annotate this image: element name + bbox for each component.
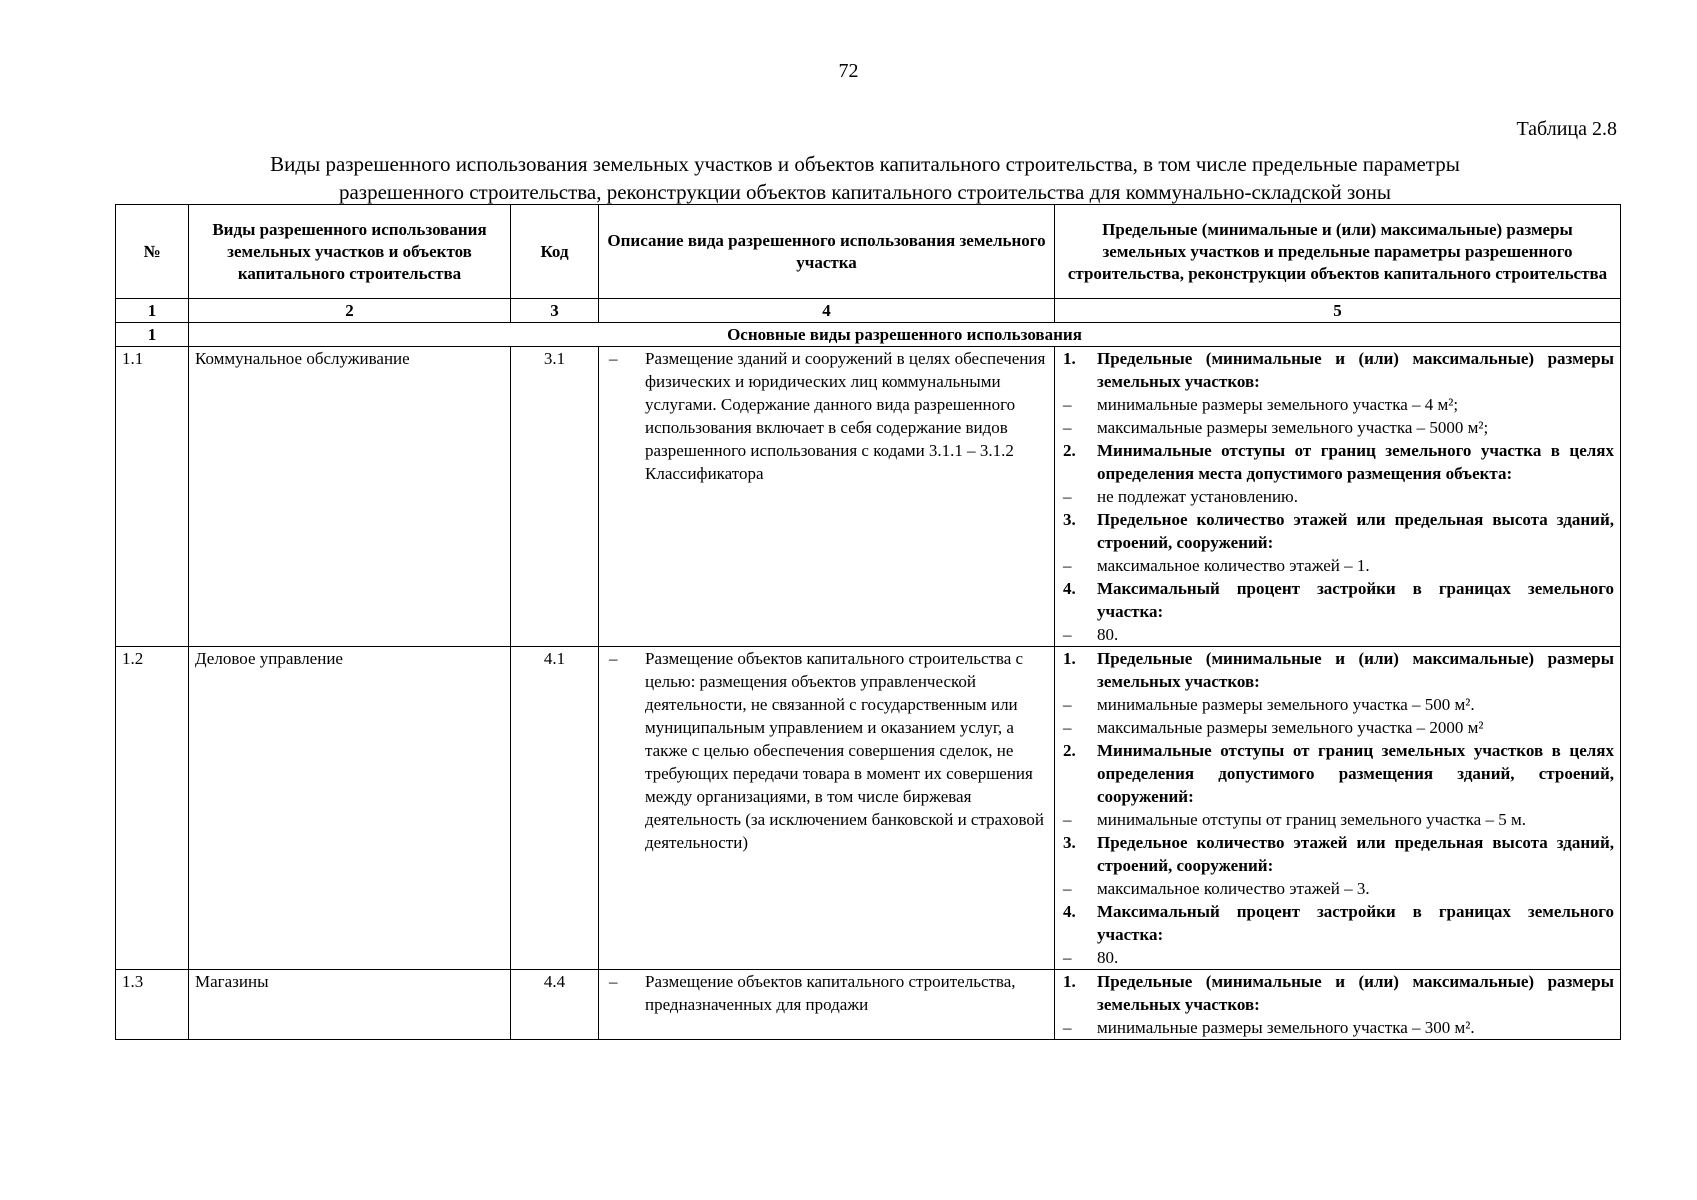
row-desc <box>599 347 1055 647</box>
col-number: 2 <box>189 299 511 323</box>
param-value <box>1061 946 1614 969</box>
param-heading <box>1061 970 1614 1016</box>
param-marker: 1. <box>1063 649 1076 668</box>
row-desc <box>599 647 1055 970</box>
param-text: минимальные размеры земельного участка – 500 м². <box>1097 695 1475 714</box>
param-marker: 3. <box>1063 510 1076 529</box>
param-marker: 1. <box>1063 972 1076 991</box>
param-marker: 2. <box>1063 741 1076 760</box>
param-heading <box>1061 831 1614 877</box>
table-row <box>116 647 1621 970</box>
params-list <box>1061 647 1614 969</box>
param-marker: – <box>1063 487 1072 506</box>
param-marker: – <box>1063 556 1072 575</box>
param-marker: 2. <box>1063 441 1076 460</box>
row-code: 4.4 <box>511 970 599 1040</box>
param-marker: – <box>1063 879 1072 898</box>
param-text: минимальные отступы от границ земельного участка – 5 м. <box>1097 810 1526 829</box>
param-text: минимальные размеры земельного участка – 300 м². <box>1097 1018 1475 1037</box>
param-heading <box>1061 347 1614 393</box>
row-params <box>1055 347 1621 647</box>
header-code: Код <box>511 205 599 299</box>
dash-marker: – <box>609 349 618 368</box>
param-heading <box>1061 647 1614 693</box>
column-number-row <box>116 299 1621 323</box>
param-value <box>1061 416 1614 439</box>
param-marker: – <box>1063 1018 1072 1037</box>
param-text: максимальные размеры земельного участка – 5000 м²; <box>1097 418 1489 437</box>
param-heading <box>1061 577 1614 623</box>
row-desc-text: Размещение объектов капитального строительства с целью: размещения объектов управленческой деятельности, не связанной с государственным или муниципальным управлением и оказанием услуг, а также с целью обеспечения совершения сделок, не требующих передачи товара в момент их совершения между организациями, в том числе биржевая деятельность (за исключением банковской и страховой деятельности) <box>645 649 1045 852</box>
param-marker: – <box>1063 625 1072 644</box>
param-marker: 1. <box>1063 349 1076 368</box>
header-desc: Описание вида разрешенного использования земельного участка <box>599 205 1055 299</box>
param-text: Предельные (минимальные и (или) максимальные) размеры земельных участков: <box>1097 349 1614 391</box>
param-value <box>1061 554 1614 577</box>
param-text: Предельные (минимальные и (или) максимальные) размеры земельных участков: <box>1097 972 1614 1014</box>
param-heading <box>1061 439 1614 485</box>
row-desc <box>599 970 1055 1040</box>
param-marker: 3. <box>1063 833 1076 852</box>
header-row <box>116 205 1621 299</box>
param-text: Максимальный процент застройки в границах земельного участка: <box>1097 579 1614 621</box>
col-number: 3 <box>511 299 599 323</box>
row-num: 1.2 <box>116 647 189 970</box>
caption-line-2: разрешенного строительства, реконструкции объектов капитального строительства для коммунально-складской зоны <box>338 180 1392 204</box>
param-marker: – <box>1063 418 1072 437</box>
row-kind: Магазины <box>189 970 511 1040</box>
params-list <box>1061 970 1614 1039</box>
table-label: Таблица 2.8 <box>1516 118 1617 140</box>
row-num: 1.1 <box>116 347 189 647</box>
param-value <box>1061 393 1614 416</box>
param-text: 80. <box>1097 625 1119 644</box>
param-text: Минимальные отступы от границ земельных участков в целях определения допустимого размещения зданий, строений, сооружений: <box>1097 741 1614 806</box>
param-text: минимальные размеры земельного участка – 4 м²; <box>1097 395 1459 414</box>
col-number: 4 <box>599 299 1055 323</box>
row-kind: Деловое управление <box>189 647 511 970</box>
param-text: Максимальный процент застройки в границах земельного участка: <box>1097 902 1614 944</box>
param-heading <box>1061 900 1614 946</box>
param-value <box>1061 623 1614 646</box>
page-number: 72 <box>838 60 859 82</box>
param-value <box>1061 1016 1614 1039</box>
param-text: 80. <box>1097 948 1119 967</box>
param-value <box>1061 693 1614 716</box>
param-marker: 4. <box>1063 579 1076 598</box>
section-num: 1 <box>116 323 189 347</box>
params-list <box>1061 347 1614 646</box>
param-text: Предельное количество этажей или предельная высота зданий, строений, сооружений: <box>1097 510 1614 552</box>
param-text: не подлежат установлению. <box>1097 487 1299 506</box>
param-marker: – <box>1063 948 1072 967</box>
section-title: Основные виды разрешенного использования <box>189 323 1621 347</box>
param-text: Предельные (минимальные и (или) максимальные) размеры земельных участков: <box>1097 649 1614 691</box>
caption-line-1: Виды разрешенного использования земельных участков и объектов капитального строительства, в том числе предельные параметры <box>270 152 1460 176</box>
table-caption <box>115 150 1615 206</box>
param-marker: – <box>1063 695 1072 714</box>
param-value <box>1061 716 1614 739</box>
row-desc-text: Размещение зданий и сооружений в целях обеспечения физических и юридических лиц коммунальными услугами. Содержание данного вида разрешенного использования включает в себя содержание видов разрешенного использования с кодами 3.1.1 – 3.1.2 Классификатора <box>645 349 1046 483</box>
param-marker: 4. <box>1063 902 1076 921</box>
table-row <box>116 970 1621 1040</box>
section-row <box>116 323 1621 347</box>
header-num: № <box>116 205 189 299</box>
row-code: 3.1 <box>511 347 599 647</box>
header-params: Предельные (минимальные и (или) максимальные) размеры земельных участков и предельные параметры разрешенного строительства, реконструкции объектов капитального строительства <box>1055 205 1621 299</box>
row-params <box>1055 647 1621 970</box>
param-value <box>1061 808 1614 831</box>
row-code: 4.1 <box>511 647 599 970</box>
dash-marker: – <box>609 972 618 991</box>
row-num: 1.3 <box>116 970 189 1040</box>
param-heading <box>1061 739 1614 808</box>
col-number: 1 <box>116 299 189 323</box>
row-desc-text: Размещение объектов капитального строительства, предназначенных для продажи <box>645 972 1016 1014</box>
param-text: Предельное количество этажей или предельная высота зданий, строений, сооружений: <box>1097 833 1614 875</box>
param-text: Минимальные отступы от границ земельного участка в целях определения места допустимого размещения объекта: <box>1097 441 1614 483</box>
table-row <box>116 347 1621 647</box>
row-kind: Коммунальное обслуживание <box>189 347 511 647</box>
param-value <box>1061 877 1614 900</box>
col-number: 5 <box>1055 299 1621 323</box>
header-kind: Виды разрешенного использования земельных участков и объектов капитального строительства <box>189 205 511 299</box>
param-text: максимальное количество этажей – 3. <box>1097 879 1370 898</box>
param-value <box>1061 485 1614 508</box>
param-marker: – <box>1063 718 1072 737</box>
param-text: максимальное количество этажей – 1. <box>1097 556 1370 575</box>
param-marker: – <box>1063 395 1072 414</box>
zoning-table <box>115 204 1621 1040</box>
param-heading <box>1061 508 1614 554</box>
row-params <box>1055 970 1621 1040</box>
param-text: максимальные размеры земельного участка – 2000 м² <box>1097 718 1484 737</box>
param-marker: – <box>1063 810 1072 829</box>
dash-marker: – <box>609 649 618 668</box>
